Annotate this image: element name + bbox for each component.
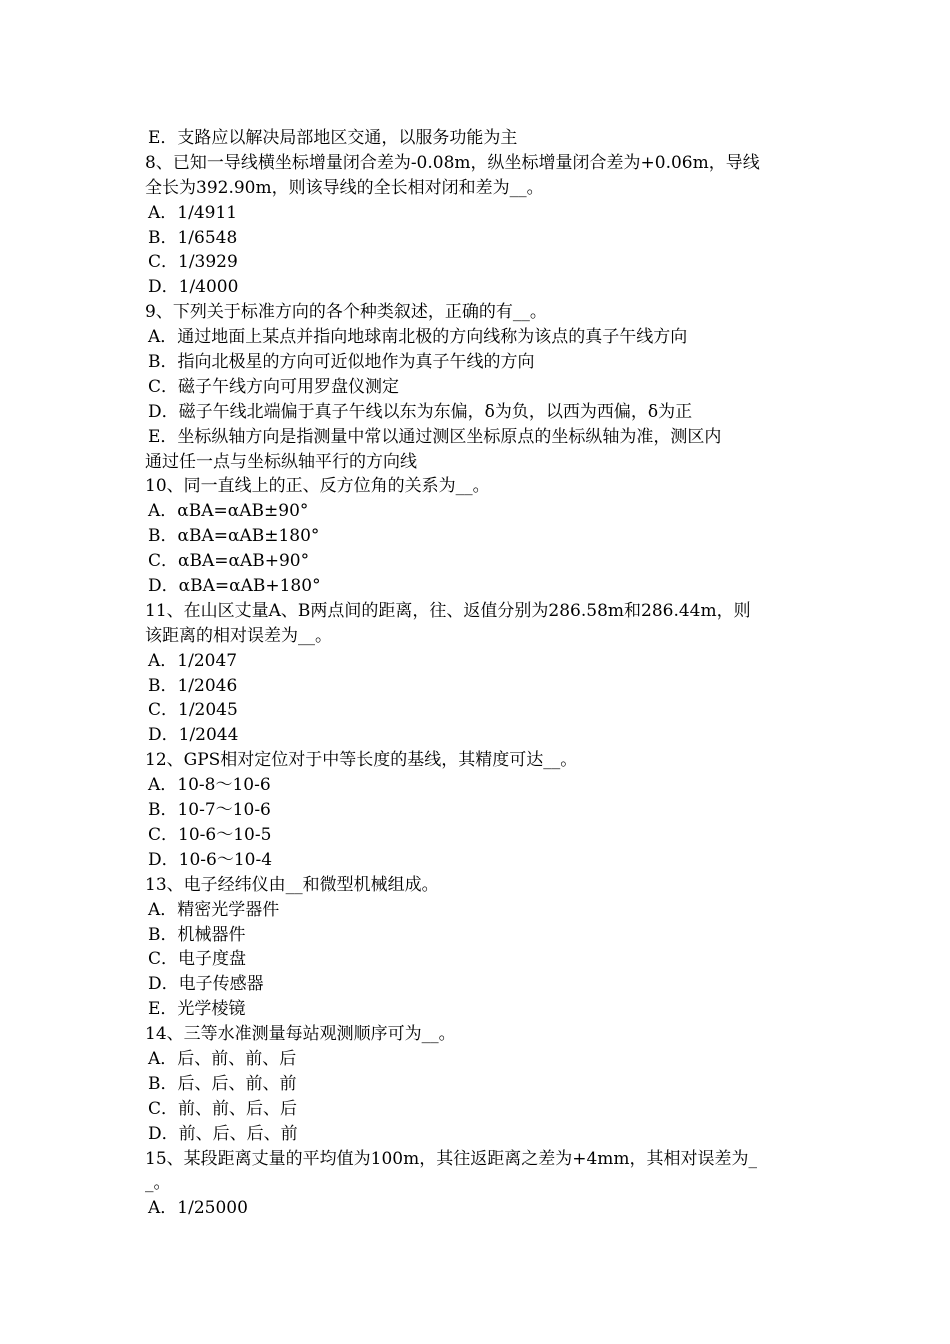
question-text: 11、在山区丈量A、B两点间的距离，往、返值分别为286.58m和286.44m，则	[145, 600, 751, 621]
question-list	[145, 126, 815, 1221]
answer-option: C．1/3929	[148, 252, 238, 273]
answer-option: B．αBA=αAB±180°	[148, 526, 320, 547]
question-text: 通过任一点与坐标纵轴平行的方向线	[145, 451, 417, 472]
question-text: 该距离的相对误差为__。	[145, 625, 332, 646]
question-text: 15、某段距离丈量的平均值为100m，其往返距离之差为+4mm，其相对误差为_	[145, 1148, 757, 1169]
answer-option: B．机械器件	[148, 924, 246, 945]
answer-option: A．1/2047	[148, 650, 238, 671]
answer-option: E．坐标纵轴方向是指测量中常以通过测区坐标原点的坐标纵轴为准，测区内	[148, 426, 722, 447]
answer-option: D．1/4000	[148, 277, 239, 298]
answer-option: C．1/2045	[148, 700, 238, 721]
answer-option: A．1/4911	[148, 202, 238, 223]
question-text: 13、电子经纬仪由__和微型机械组成。	[145, 874, 439, 895]
answer-option: C．10-6～10-5	[148, 824, 272, 845]
question-text: _。	[145, 1173, 171, 1194]
answer-option: C．αBA=αAB+90°	[148, 551, 310, 572]
answer-option: A．αBA=αAB±90°	[148, 501, 309, 522]
answer-option: A．通过地面上某点并指向地球南北极的方向线称为该点的真子午线方向	[148, 327, 688, 348]
answer-option: D．前、后、后、前	[148, 1123, 298, 1144]
answer-option: E．光学棱镜	[148, 999, 246, 1020]
answer-option: C．电子度盘	[148, 949, 247, 970]
answer-option: C．磁子午线方向可用罗盘仪测定	[148, 376, 400, 397]
answer-option: B．1/6548	[148, 227, 238, 248]
answer-option: A．10-8～10-6	[148, 775, 271, 796]
answer-option: A．后、前、前、后	[148, 1048, 297, 1069]
answer-option: D．磁子午线北端偏于真子午线以东为东偏，δ为负，以西为西偏，δ为正	[148, 401, 693, 422]
answer-option: B．1/2046	[148, 675, 238, 696]
answer-option: B．10-7～10-6	[148, 800, 271, 821]
answer-option: B．指向北极星的方向可近似地作为真子午线的方向	[148, 352, 535, 373]
answer-option: D．1/2044	[148, 725, 239, 746]
answer-option: A．1/25000	[148, 1198, 248, 1219]
answer-option: C．前、前、后、后	[148, 1098, 298, 1119]
question-text: 14、三等水准测量每站观测顺序可为__。	[145, 1024, 456, 1045]
question-text: 12、GPS相对定位对于中等长度的基线，其精度可达__。	[145, 750, 578, 771]
answer-option: D．10-6～10-4	[148, 849, 273, 870]
question-text: 10、同一直线上的正、反方位角的关系为__。	[145, 476, 490, 497]
answer-option: D．电子传感器	[148, 974, 264, 995]
question-text: 全长为392.90m，则该导线的全长相对闭和差为__。	[145, 177, 544, 198]
question-text: 8、已知一导线横坐标增量闭合差为-0.08m，纵坐标增量闭合差为+0.06m，导线	[145, 152, 760, 173]
answer-option: A．精密光学器件	[148, 899, 280, 920]
question-text: 9、下列关于标准方向的各个种类叙述，正确的有__。	[145, 302, 547, 323]
answer-option: D．αBA=αAB+180°	[148, 576, 321, 597]
answer-option: E．支路应以解决局部地区交通，以服务功能为主	[148, 128, 518, 148]
answer-option: B．后、后、前、前	[148, 1073, 297, 1094]
